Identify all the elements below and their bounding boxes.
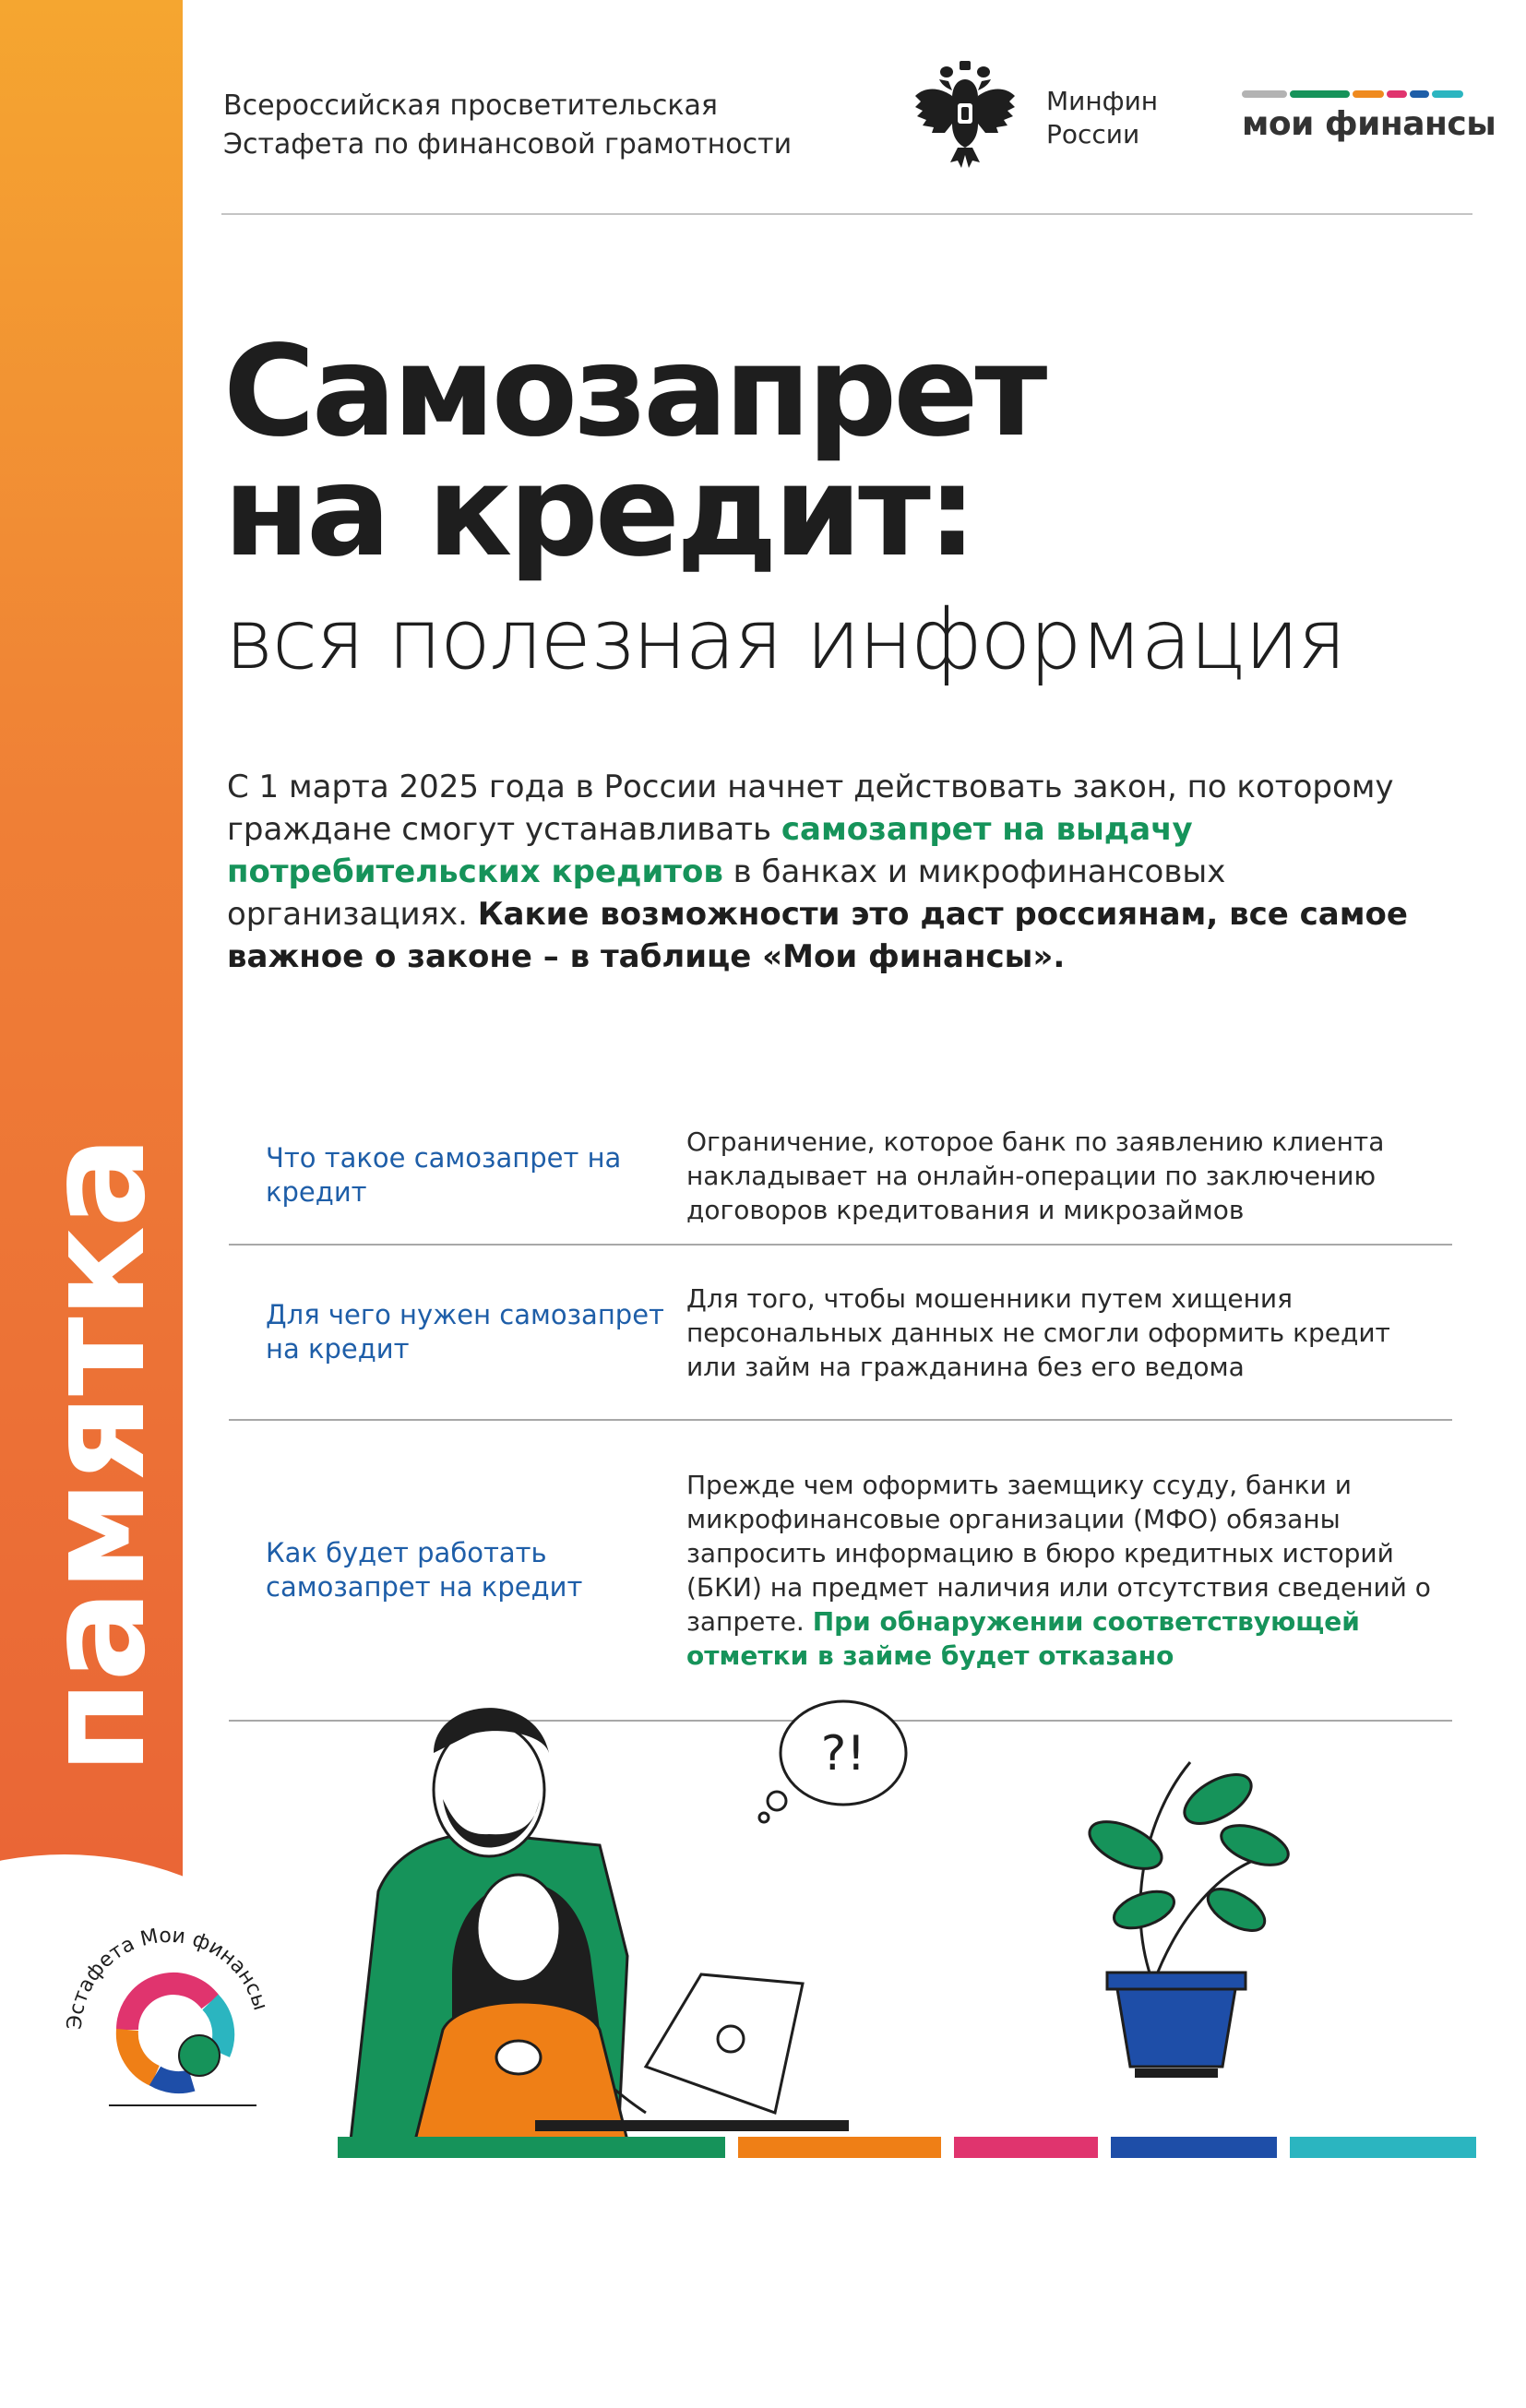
row-answer bbox=[686, 1468, 1452, 1673]
thought-text: ?! bbox=[820, 1726, 866, 1782]
row-answer-highlight: При обнаружении соответствующей отметки в займе будет отказано bbox=[686, 1606, 1360, 1671]
side-label: памятка bbox=[17, 1137, 175, 1775]
title-line-1: Самозапрет bbox=[223, 319, 1044, 465]
intro-text-2: в банках и микрофинансовых организациях. bbox=[227, 853, 1226, 933]
table-row bbox=[229, 1421, 1452, 1722]
row-question: Что такое самозапрет на кредит bbox=[266, 1142, 622, 1208]
row-answer: Для того, чтобы мошенники путем хищения персональных данных не смогли оформить кредит или займ на гражданина без его ведома bbox=[686, 1282, 1390, 1382]
relay-logo bbox=[44, 1891, 293, 2131]
header-divider bbox=[221, 213, 1472, 215]
intro-text-1: С 1 марта 2025 года в России начнет действовать закон, по которому граждане смогут устанавливать bbox=[227, 769, 1394, 848]
page-title bbox=[223, 319, 1044, 585]
org-line-2: Эстафета по финансовой грамотности bbox=[223, 128, 793, 161]
row-question: Как будет работать самозапрет на кредит bbox=[266, 1537, 583, 1603]
brand-name: мои финансы bbox=[1242, 105, 1496, 143]
brand-bar bbox=[1290, 90, 1350, 98]
header-organization bbox=[223, 87, 832, 164]
table-row bbox=[229, 1107, 1452, 1246]
ministry-line-2: России bbox=[1046, 119, 1140, 149]
brand-color-bars bbox=[1242, 90, 1463, 98]
info-table bbox=[229, 1107, 1452, 1722]
ministry-name bbox=[1046, 85, 1158, 151]
side-band bbox=[0, 0, 183, 2158]
title-line-2: на кредит: bbox=[223, 439, 974, 585]
bottom-color-bar bbox=[338, 2137, 1476, 2158]
org-line-1: Всероссийская просветительская bbox=[223, 89, 718, 122]
row-answer: Ограничение, которое банк по заявлению клиента накладывает на онлайн-операции по заключению договоров кредитования и микрозаймов bbox=[686, 1126, 1385, 1225]
bottom-bar-blue bbox=[1111, 2137, 1277, 2158]
intro-bold: Какие возможности это даст россиянам, все самое важное о законе – в таблице «Мои финансы». bbox=[227, 896, 1408, 975]
row-answer-text: Прежде чем оформить заемщику ссуду, банки и микрофинансовые организации (МФО) обязаны запросить информацию в бюро кредитных историй (БКИ) на предмет наличия или отсутствия сведений о запрете. bbox=[686, 1470, 1431, 1637]
bottom-bar-pink bbox=[954, 2137, 1098, 2158]
ministry-line-1: Минфин bbox=[1046, 86, 1159, 116]
logo-text: Эстафета Мои финансы bbox=[63, 1924, 272, 2031]
brand-bar bbox=[1432, 90, 1463, 98]
potted-plant bbox=[1082, 1762, 1293, 2078]
people-at-laptop-illustration bbox=[314, 1679, 1513, 2140]
brand-bar bbox=[1387, 90, 1407, 98]
bottom-bar-teal bbox=[1290, 2137, 1476, 2158]
bottom-bar-green bbox=[338, 2137, 725, 2158]
table-row bbox=[229, 1246, 1452, 1421]
brand-bar bbox=[1242, 90, 1287, 98]
thought-bubble bbox=[759, 1701, 906, 1822]
intro-highlight: самозапрет на выдачу потребительских кредитов bbox=[227, 811, 1193, 890]
eagle-emblem-icon bbox=[912, 59, 1019, 170]
brand-bar bbox=[1410, 90, 1430, 98]
brand-bar bbox=[1353, 90, 1384, 98]
page-subtitle: вся полезная информация bbox=[225, 591, 1345, 688]
intro-paragraph bbox=[227, 766, 1454, 978]
bottom-bar-orange bbox=[738, 2137, 941, 2158]
row-question: Для чего нужен самозапрет на кредит bbox=[266, 1299, 664, 1365]
